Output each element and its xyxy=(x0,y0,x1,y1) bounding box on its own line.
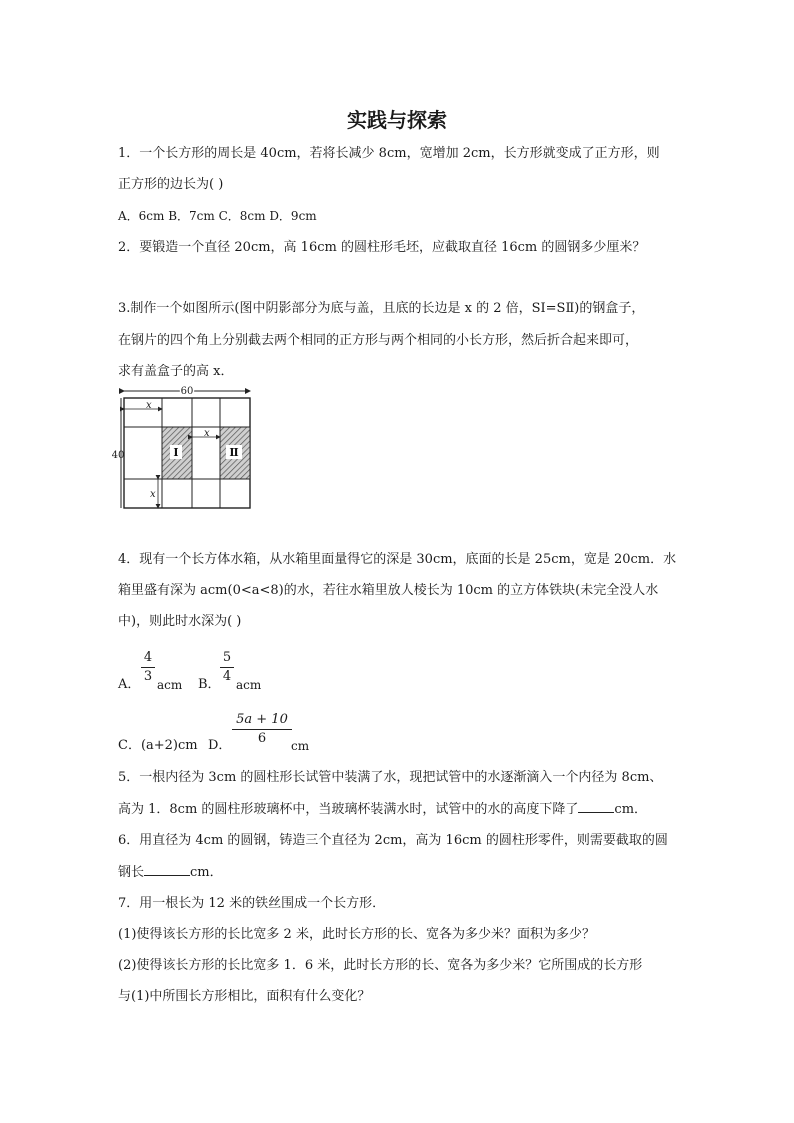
q5-line2-unit: cm． xyxy=(614,802,648,817)
q4-optD-fraction xyxy=(232,712,292,747)
q5-line2 xyxy=(118,801,647,818)
q4-optA-numerator: 4 xyxy=(143,650,153,665)
q1-line1: 1．一个长方形的周长是 40cm，若将长减少 8cm，宽增加 2cm，长方形就变成了正方形，则 xyxy=(118,146,660,161)
q6-line1: 6．用直径为 4cm 的圆钢，铸造三个直径为 2cm，高为 16cm 的圆柱形零件，则需要截取的圆 xyxy=(118,833,668,848)
q4-optD-denominator: 6 xyxy=(257,731,267,746)
box-diagram xyxy=(112,386,260,512)
q4-line2: 箱里盛有深为 acm(0<a<8)的水，若往水箱里放人棱长为 10cm 的立方体铁块(未完全没人水 xyxy=(118,583,659,598)
q1-options: A．6cm B．7cm C．8cm D．9cm xyxy=(118,209,317,223)
q4-optA-prefix: A． xyxy=(118,677,141,692)
q6-line2 xyxy=(118,864,223,881)
region-I-label: Ⅰ xyxy=(173,446,179,459)
height-label: 40 xyxy=(112,450,125,461)
q5-answer-blank xyxy=(578,801,614,813)
width-label: 60 xyxy=(180,386,194,397)
q4-line3: 中)，则此时水深为( ) xyxy=(118,614,242,629)
x-label-top: x xyxy=(146,400,152,411)
q3-line2: 在钢片的四个角上分别截去两个相同的正方形与两个相同的小长方形，然后折合起来即可， xyxy=(118,333,639,348)
q7-line2: (1)使得该长方形的长比宽多 2 米，此时长方形的长、宽各为多少米？面积为多少？ xyxy=(118,927,595,942)
x-label-middle: x xyxy=(204,428,210,439)
q4-optC: C．(a+2)cm xyxy=(118,738,198,753)
q4-optD-prefix: D． xyxy=(208,738,232,753)
q4-optD-numerator: 5a + 10 xyxy=(236,712,288,727)
q6-line2-unit: cm． xyxy=(190,865,223,880)
q7-line3: (2)使得该长方形的长比宽多 1．6 米，此时长方形的长、宽各为多少米？它所围成的长方形 xyxy=(118,958,643,973)
q4-line1: 4．现有一个长方体水箱，从水箱里面量得它的深是 30cm，底面的长是 25cm，宽是 20cm．水 xyxy=(118,552,677,567)
q4-optA-suffix: acm xyxy=(157,678,183,692)
q4-optA-denominator: 3 xyxy=(143,669,153,684)
q4-optB-fraction xyxy=(220,650,234,685)
q5-line1: 5．一根内径为 3cm 的圆柱形长试管中装满了水，现把试管中的水逐渐滴入一个内径为 8cm、 xyxy=(118,770,663,785)
q6-answer-blank xyxy=(144,864,190,876)
q3-line3: 求有盖盒子的高 x． xyxy=(118,364,234,379)
q1-line2: 正方形的边长为( ) xyxy=(118,177,224,192)
q4-optB-denominator: 4 xyxy=(222,669,232,684)
q2-line1: 2．要锻造一个直径 20cm，高 16cm 的圆柱形毛坯，应截取直径 16cm 的圆钢多少厘米？ xyxy=(118,240,646,255)
q4-optD-suffix: cm xyxy=(291,739,310,753)
q5-line2-text: 高为 1．8cm 的圆柱形玻璃杯中，当玻璃杯装满水时，试管中的水的高度下降了 xyxy=(118,802,579,817)
q4-optB-prefix: B． xyxy=(198,677,221,692)
x-label-bottom: x xyxy=(150,489,156,500)
region-II-label: Ⅱ xyxy=(229,446,239,459)
q7-line4: 与(1)中所围长方形相比，面积有什么变化？ xyxy=(118,989,371,1004)
q6-line2-text: 钢长 xyxy=(118,865,145,880)
q4-optB-suffix: acm xyxy=(236,678,262,692)
q3-line1: 3.制作一个如图所示(图中阴影部分为底与盖，且底的长边是 x 的 2 倍，SⅠ=SⅡ)的钢盒子， xyxy=(118,301,645,316)
q4-optB-numerator: 5 xyxy=(222,650,232,665)
page-title: 实践与探索 xyxy=(347,108,447,132)
q4-optA-fraction xyxy=(141,650,155,685)
q7-line1: 7．用一根长为 12 米的铁丝围成一个长方形． xyxy=(118,896,386,911)
